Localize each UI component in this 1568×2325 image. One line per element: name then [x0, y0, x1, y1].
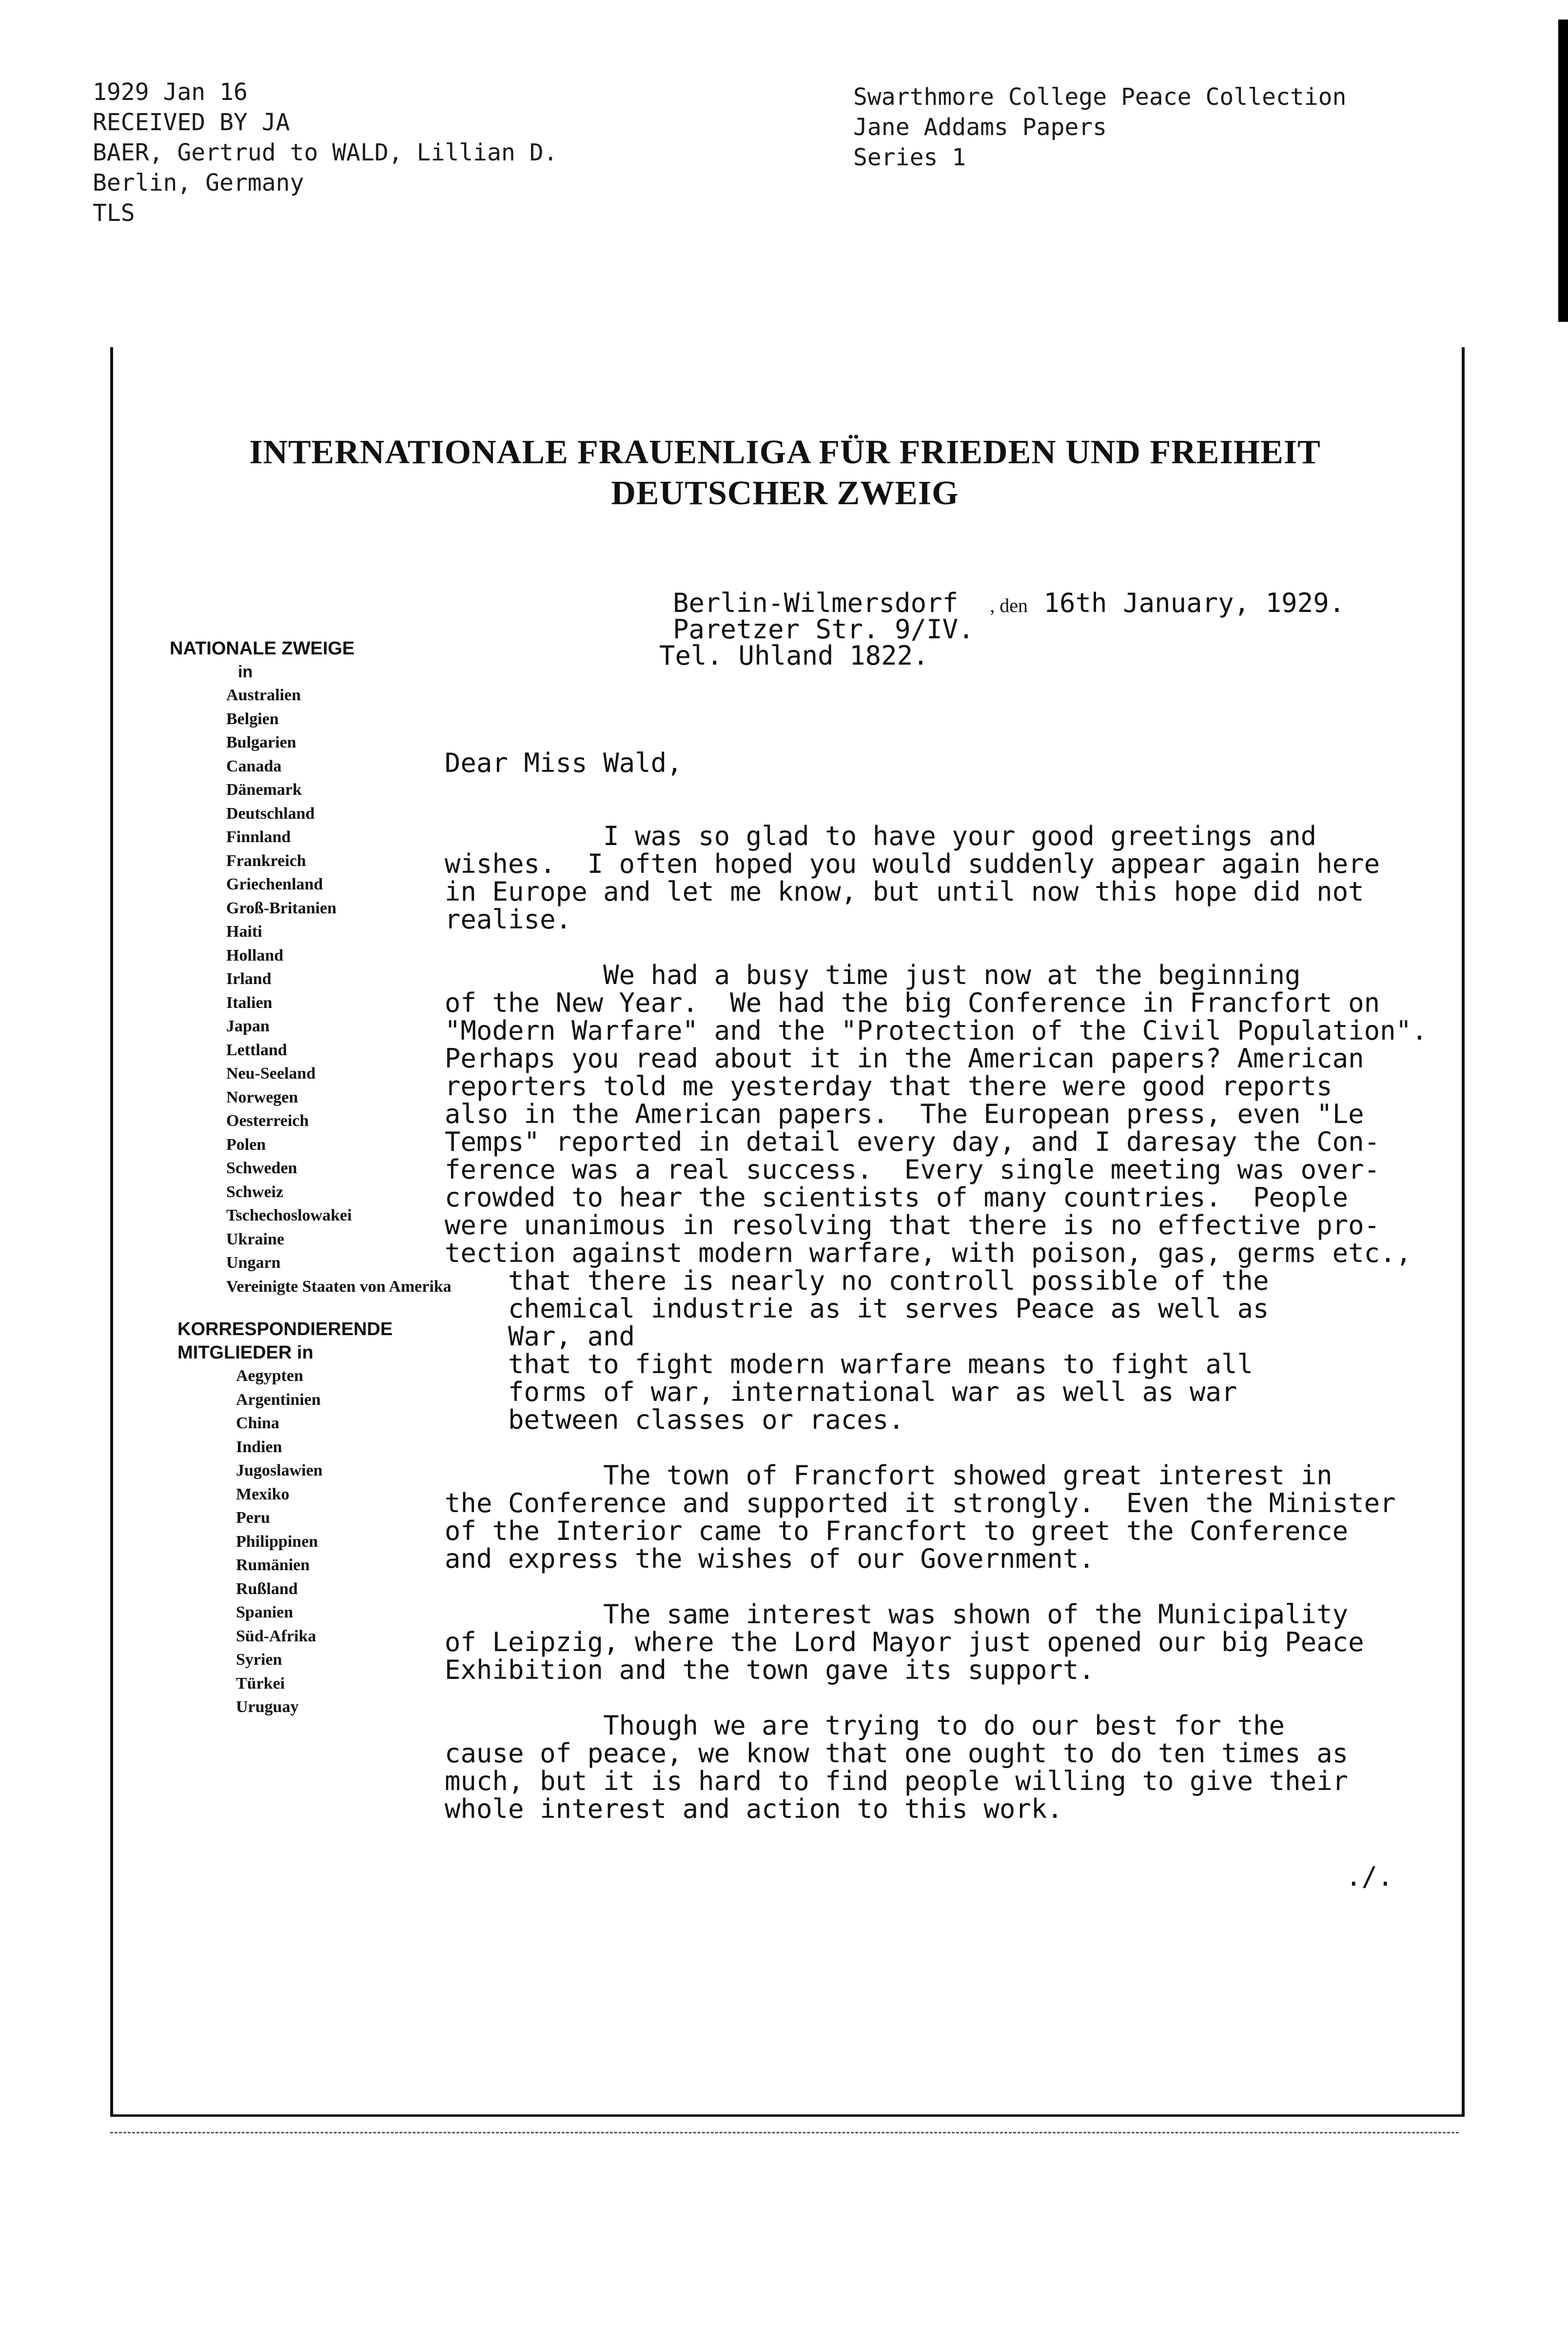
archive-date: 1929 Jan 16	[93, 79, 248, 106]
sidebar-country: Schweiz	[226, 1182, 284, 1201]
sidebar-country: Belgien	[226, 709, 279, 728]
letter-line: ference was a real success. Every single meeting was over-	[445, 1154, 1380, 1185]
letter-line: the Conference and supported it strongly. Even the Minister	[445, 1488, 1396, 1518]
letter-line: Temps" reported in detail every day, and I daresay the Con-	[445, 1126, 1380, 1157]
sidebar-country: Rumänien	[236, 1556, 310, 1574]
sidebar-country: Italien	[226, 993, 273, 1012]
archive-collection: Swarthmore College Peace Collection	[853, 83, 1347, 111]
sidebar-country: Haiti	[226, 923, 262, 941]
page-bottom-edge	[110, 2132, 1459, 2133]
sidebar-country: Peru	[236, 1509, 270, 1527]
archive-correspondents: BAER, Gertrud to WALD, Lillian D.	[93, 139, 558, 166]
archive-place: Berlin, Germany	[93, 169, 304, 197]
paragraph	[445, 1600, 1428, 1684]
sidebar-country: Argentinien	[236, 1390, 321, 1409]
sidebar-corresponding-list	[177, 1364, 490, 1719]
letter-line: much, but it is hard to find people willing to give their	[445, 1766, 1349, 1796]
letter-date: 16th January,	[1043, 588, 1250, 618]
letter-line: "Modern Warfare" and the "Protection of the Civil Population".	[445, 1015, 1428, 1046]
letter-line: were unanimous in resolving that there is no effective pro-	[445, 1210, 1380, 1241]
letter-line: chemical industrie as it serves Peace as well as	[445, 1293, 1269, 1324]
sidebar-country: Uruguay	[236, 1698, 299, 1716]
archive-received: RECEIVED BY JA	[93, 109, 290, 136]
sidebar-country: Oesterreich	[226, 1112, 309, 1130]
sidebar-country: Philippinen	[236, 1532, 318, 1551]
sidebar-country: Norwegen	[226, 1088, 298, 1106]
letter-line: that to fight modern warfare means to fight all	[445, 1349, 1254, 1379]
sidebar-country: Japan	[226, 1017, 270, 1035]
sidebar-country: Irland	[226, 970, 272, 988]
letter-body	[445, 822, 1428, 1823]
sidebar-country: Süd-Afrika	[236, 1627, 316, 1645]
sidebar-country: Aegypten	[236, 1367, 303, 1385]
sidebar-national-in: in	[238, 663, 253, 681]
archive-header-right	[853, 82, 1346, 173]
letter-line: of the New Year. We had the big Conference in Francfort on	[445, 987, 1380, 1018]
continuation-mark: ./.	[1346, 1861, 1393, 1892]
sidebar-country: Lettland	[226, 1041, 287, 1059]
sidebar-corresponding-members	[177, 1318, 490, 1719]
sidebar-country: Deutschland	[226, 804, 315, 823]
archive-papers: Jane Addams Papers	[853, 114, 1107, 141]
address-den: , den	[990, 594, 1028, 616]
sidebar-country: Mexiko	[236, 1485, 290, 1503]
letter-line: Though we are trying to do our best for the	[445, 1710, 1285, 1741]
letter-line: The town of Francfort showed great interest in	[445, 1460, 1333, 1491]
paragraph	[445, 961, 1428, 1434]
letter-line: Perhaps you read about it in the American papers? American	[445, 1043, 1364, 1074]
scan-edge	[1558, 20, 1568, 322]
sidebar-country: China	[236, 1414, 279, 1432]
letter-line: of the Interior came to Francfort to greet the Conference	[445, 1516, 1349, 1546]
address-city: Berlin-Wilmersdorf	[673, 588, 959, 618]
letter-line: Exhibition and the town gave its support.	[445, 1655, 1095, 1685]
archive-type: TLS	[93, 199, 135, 227]
sidebar-country: Jugoslawien	[236, 1461, 323, 1479]
sidebar-country: Neu-Seeland	[226, 1064, 316, 1083]
letter-year: 1929.	[1265, 588, 1345, 618]
paragraph	[445, 1461, 1428, 1573]
letterhead-title: INTERNATIONALE FRAUENLIGA FÜR FRIEDEN UND FREIHEIT	[249, 433, 1321, 471]
letter-line: forms of war, international war as well as war	[445, 1377, 1237, 1407]
sidebar-country: Griechenland	[226, 875, 323, 893]
letter-line: I was so glad to have your good greetings and	[445, 821, 1317, 851]
letter-line: whole interest and action to this work.	[445, 1793, 1063, 1824]
sidebar-national-branches	[170, 637, 482, 1299]
sidebar-country: Holland	[226, 946, 284, 965]
letter-line: tection against modern warfare, with poison, gas, germs etc.,	[445, 1238, 1412, 1268]
sidebar-country: Polen	[226, 1135, 266, 1154]
sidebar-country: Frankreich	[226, 851, 306, 870]
letter-line: wishes. I often hoped you would suddenly appear again here	[445, 848, 1380, 879]
sidebar-country: Indien	[236, 1438, 282, 1456]
letter-line: The same interest was shown of the Municipality	[445, 1599, 1349, 1630]
letter-line: in Europe and let me know, but until now this hope did not	[445, 876, 1364, 907]
letter-line: reporters told me yesterday that there were good reports	[445, 1071, 1333, 1102]
letter-line: War, and	[445, 1321, 635, 1352]
sidebar-country: Syrien	[236, 1651, 282, 1669]
letter-line: between classes or races.	[445, 1404, 904, 1435]
address-telephone: Tel. Uhland 1822.	[659, 640, 929, 671]
sidebar-country: Groß-Britanien	[226, 899, 337, 917]
sidebar-country: Australien	[226, 686, 301, 704]
sidebar-national-heading: NATIONALE ZWEIGE	[170, 638, 355, 659]
sidebar-national-list	[170, 684, 482, 1299]
sidebar-country: Tschechoslowakei	[226, 1206, 352, 1224]
address-street: Paretzer Str. 9/IV.	[673, 614, 974, 645]
sidebar-country: Rußland	[236, 1579, 298, 1598]
letter-line: and express the wishes of our Government.	[445, 1543, 1095, 1574]
letter-line: cause of peace, we know that one ought to do ten times as	[445, 1738, 1349, 1769]
sidebar-country: Vereinigte Staaten von Amerika	[226, 1277, 451, 1296]
sidebar-country: Finnland	[226, 828, 291, 846]
sidebar-country: Ungarn	[226, 1254, 281, 1272]
letter-line: crowded to hear the scientists of many countries. People	[445, 1182, 1349, 1213]
sidebar-country: Bulgarien	[226, 733, 296, 751]
archive-header-left	[93, 77, 558, 228]
sidebar-country: Ukraine	[226, 1230, 284, 1248]
archive-series: Series 1	[853, 144, 966, 171]
paragraph	[445, 822, 1428, 933]
sidebar-corresponding-heading-1: KORRESPONDIERENDE	[177, 1319, 393, 1340]
letter-line: realise.	[445, 904, 572, 935]
sidebar-country: Türkei	[236, 1674, 285, 1693]
sidebar-country: Spanien	[236, 1603, 294, 1621]
letter-line: of Leipzig, where the Lord Mayor just opened our big Peace	[445, 1627, 1364, 1657]
salutation: Dear Miss Wald,	[445, 748, 683, 778]
letterhead-subtitle: DEUTSCHER ZWEIG	[611, 474, 959, 512]
sidebar-country: Canada	[226, 757, 282, 775]
sidebar-country: Dänemark	[226, 781, 302, 799]
paragraph	[445, 1712, 1428, 1823]
sidebar-country: Schweden	[226, 1159, 297, 1177]
sidebar-corresponding-heading-2: MITGLIEDER in	[177, 1342, 314, 1363]
letter-line: We had a busy time just now at the beginning	[445, 960, 1301, 990]
letter-line: that there is nearly no controll possible of the	[445, 1265, 1269, 1296]
letter-line: also in the American papers. The European press, even "Le	[445, 1099, 1364, 1129]
